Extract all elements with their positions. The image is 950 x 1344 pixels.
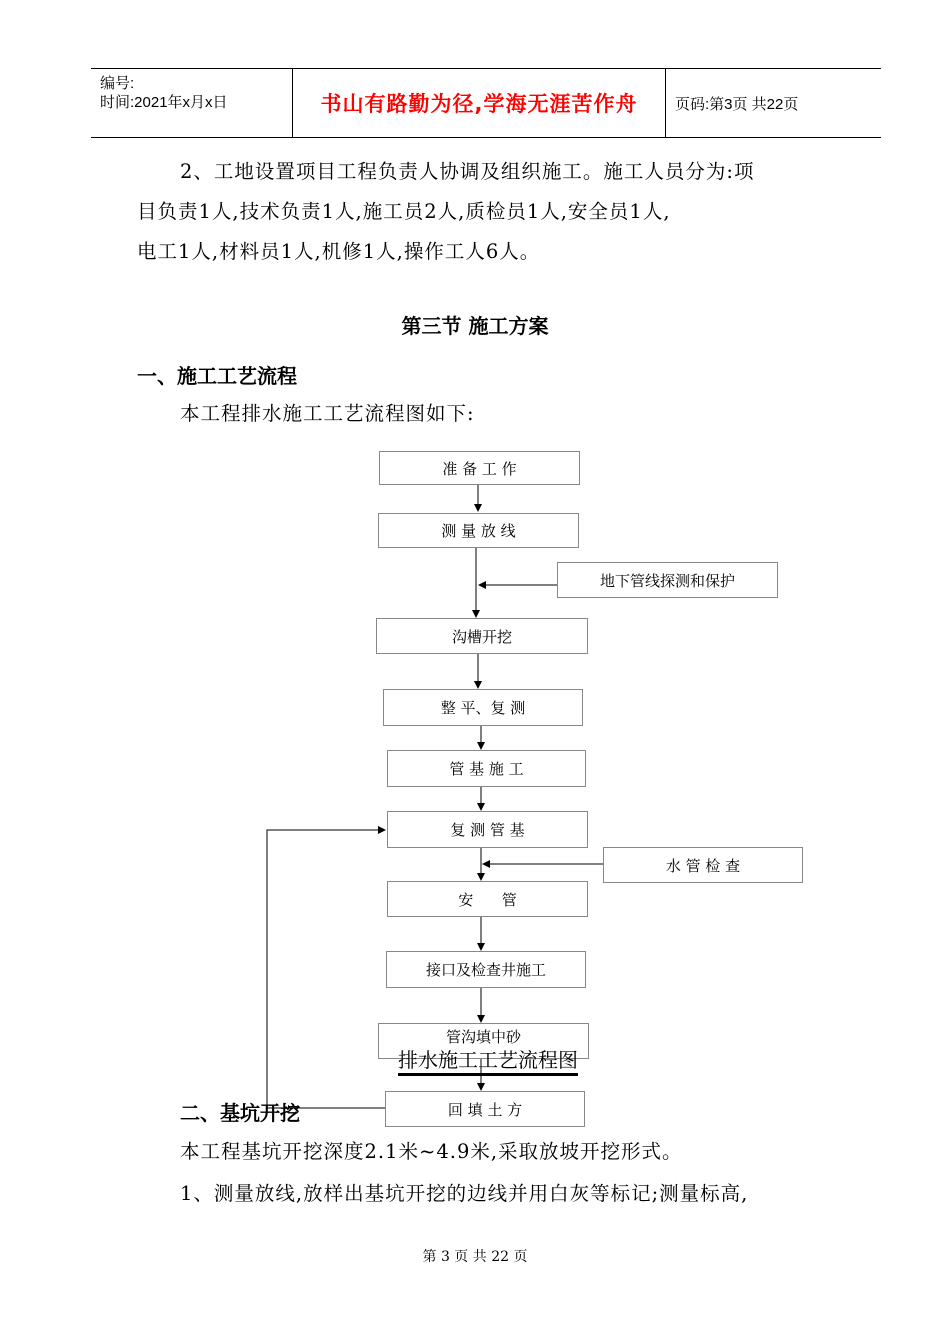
flowchart-caption (398, 1044, 578, 1073)
number-label: 编号: (100, 75, 135, 92)
step-trench-excavation: 沟槽开挖 (376, 618, 588, 654)
page-info-text: 页码:第3页 共22页 (675, 95, 799, 113)
heading-process-flow: 一、施工工艺流程 (137, 364, 297, 388)
step-pipe-base-construction: 管 基 施 工 (387, 750, 586, 787)
section-title: 第三节 施工方案 (401, 314, 549, 338)
heading-excavation: 二、基坑开挖 (180, 1101, 300, 1125)
para1-line2: 目负责1人,技术负责1人,施工员2人,质检员1人,安全员1人, (137, 200, 671, 223)
step-joint-manhole: 接口及检查井施工 (386, 951, 586, 988)
excavation-depth-text: 本工程基坑开挖深度2.1米~4.9米,采取放坡开挖形式。 (180, 1140, 683, 1163)
intro-text: 本工程排水施工工艺流程图如下: (180, 402, 475, 425)
step-leveling-resurvey: 整 平、复 测 (383, 689, 583, 726)
step-pipeline-detection: 地下管线探测和保护 (557, 562, 778, 598)
step-sand-fill: 管沟填中砂 (378, 1023, 589, 1059)
step-preparation: 准 备 工 作 (379, 451, 580, 485)
time-label: 时间:2021年x月x日 (100, 94, 228, 111)
motto-text: 书山有路勤为径,学海无涯苦作舟 (320, 92, 638, 116)
page-footer: 第 3 页 共 22 页 (422, 1249, 528, 1265)
para1-line3: 电工1人,材料员1人,机修1人,操作工人6人。 (137, 240, 541, 263)
step-pipe-laying: 安 管 (387, 881, 588, 917)
step-pipe-inspection: 水 管 检 查 (603, 847, 803, 883)
survey-text: 1、测量放线,放样出基坑开挖的边线并用白灰等标记;测量标高, (180, 1182, 749, 1205)
step-backfill: 回 填 土 方 (385, 1091, 585, 1127)
flowchart-caption-text: 排水施工工艺流程图 (398, 1048, 578, 1076)
para1-line1: 2、工地设置项目工程负责人协调及组织施工。施工人员分为:项 (180, 160, 755, 183)
step-pipe-base-resurvey: 复 测 管 基 (387, 811, 588, 848)
step-survey-layout: 测 量 放 线 (378, 513, 579, 548)
